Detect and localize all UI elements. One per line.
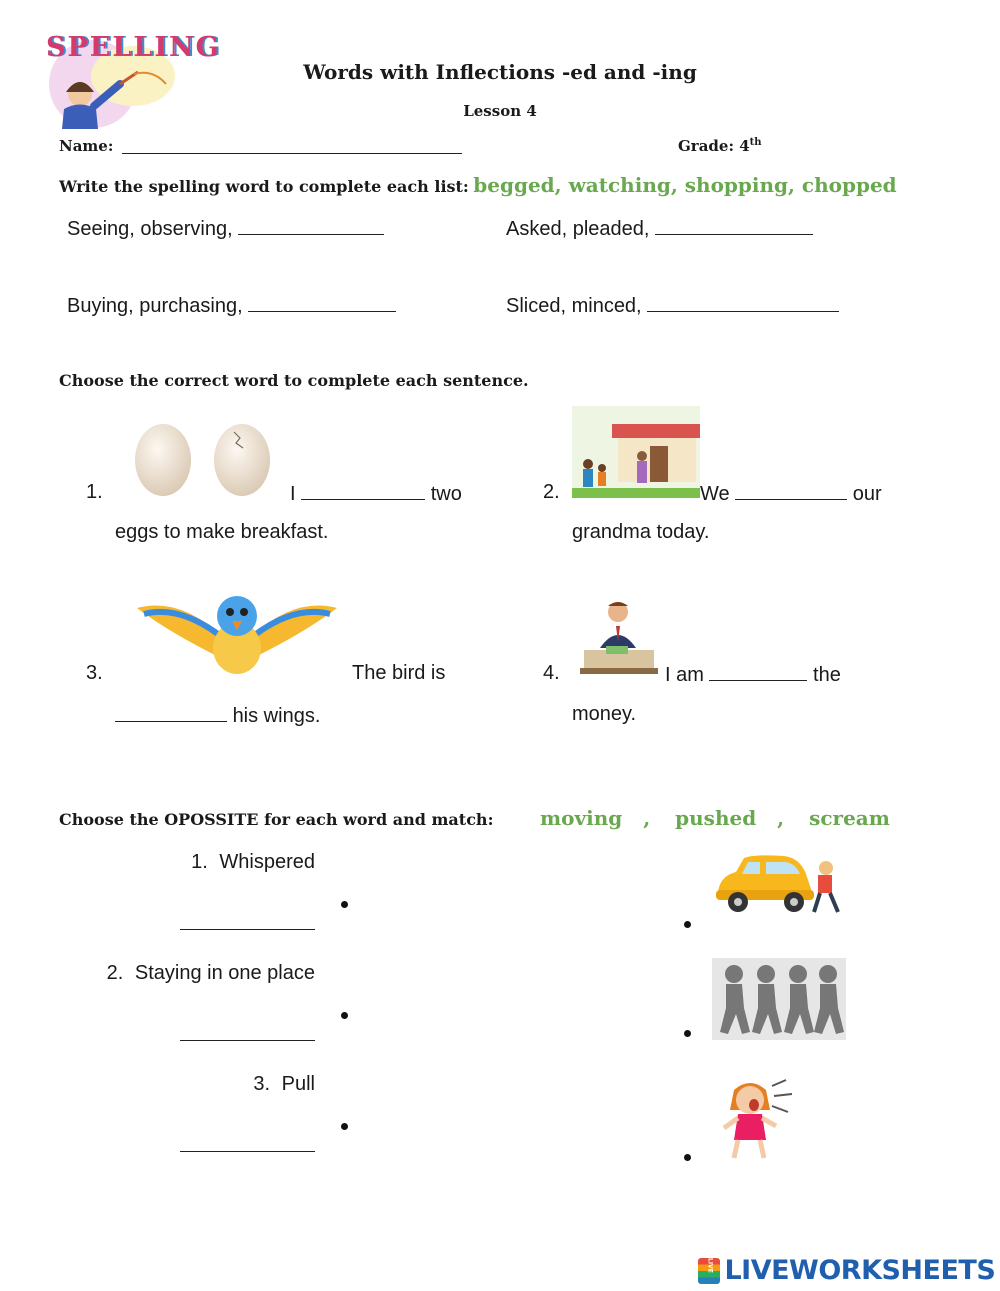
match-blank-3[interactable]	[180, 1151, 315, 1152]
q3-pre: The bird is	[352, 662, 446, 684]
match-dot-left-3[interactable]	[341, 1123, 348, 1130]
q1-line2: eggs to make breakfast.	[115, 521, 329, 543]
q1-line1	[290, 481, 462, 506]
list-item-1	[67, 216, 384, 241]
match-dot-left-1[interactable]	[341, 901, 348, 908]
match-item-3	[253, 1073, 315, 1096]
q2-blank[interactable]	[735, 481, 847, 500]
q3-blank[interactable]	[115, 703, 227, 722]
grade-suffix: th	[749, 137, 762, 148]
section1-heading	[59, 173, 897, 197]
lesson-label: Lesson 4	[463, 102, 537, 120]
brand-name: LIVEWORKSHEETS	[724, 1255, 996, 1286]
list-item-text: Asked, pleaded,	[506, 218, 650, 240]
q4-line2: money.	[572, 703, 637, 725]
q3-line2-text: his wings.	[232, 705, 321, 727]
word-bank-pushed: pushed	[675, 806, 757, 830]
answer-blank[interactable]	[655, 216, 813, 235]
screaming-girl-image	[714, 1076, 800, 1162]
match-number: 1.	[191, 851, 208, 873]
match-dot-right-1[interactable]	[684, 921, 691, 928]
match-item-1	[191, 851, 315, 874]
section3-instruction: Choose the OPOSSITE for each word and match:	[59, 810, 494, 829]
section1-word-bank: begged, watching, shopping, chopped	[473, 173, 897, 197]
live-badge	[698, 1258, 720, 1284]
answer-blank[interactable]	[248, 293, 396, 312]
match-number: 3.	[253, 1073, 271, 1095]
counting-money-image	[580, 598, 658, 676]
q2-pre: We	[700, 483, 730, 505]
name-field[interactable]	[122, 153, 462, 154]
list-item-3	[67, 293, 396, 318]
bird-image	[122, 586, 352, 682]
match-label: Whispered	[219, 851, 315, 873]
word-bank-scream: scream	[809, 806, 890, 830]
page-title: Words with Inflections -ed and -ing	[303, 60, 697, 84]
answer-blank[interactable]	[647, 293, 839, 312]
grade-text: Grade: 4	[678, 137, 750, 155]
walking-people-image	[712, 958, 846, 1040]
q3-number: 3.	[86, 662, 103, 684]
q2-line1	[700, 481, 882, 506]
word-bank-separator: ,	[643, 806, 651, 830]
list-item-4	[506, 293, 839, 318]
word-bank-separator: ,	[777, 806, 785, 830]
list-item-text: Sliced, minced,	[506, 295, 642, 317]
list-item-text: Buying, purchasing,	[67, 295, 243, 317]
q2-line2: grandma today.	[572, 521, 710, 543]
match-blank-2[interactable]	[180, 1040, 315, 1041]
grade-label	[678, 137, 762, 155]
match-label: Pull	[281, 1073, 315, 1095]
pushing-car-image	[714, 852, 846, 920]
q4-pre: I am	[665, 664, 704, 686]
logo-text: SPELLING	[46, 32, 221, 63]
eggs-image	[130, 410, 280, 500]
q3-line2	[115, 703, 320, 728]
section1-instruction: Write the spelling word to complete each list:	[59, 177, 469, 196]
word-bank-moving: moving	[540, 806, 623, 830]
match-dot-right-2[interactable]	[684, 1030, 691, 1037]
q1-blank[interactable]	[301, 481, 425, 500]
list-item-text: Seeing, observing,	[67, 218, 233, 240]
q4-post: the	[813, 664, 841, 686]
match-item-2	[107, 962, 315, 985]
grandma-house-image	[572, 406, 700, 498]
q2-post: our	[852, 483, 882, 505]
q4-blank[interactable]	[709, 662, 807, 681]
live-badge-text: LIVE	[706, 1257, 714, 1273]
section2-instruction: Choose the correct word to complete each sentence.	[59, 371, 529, 390]
match-dot-left-2[interactable]	[341, 1012, 348, 1019]
list-item-2	[506, 216, 813, 241]
match-dot-right-3[interactable]	[684, 1154, 691, 1161]
match-label: Staying in one place	[134, 962, 315, 984]
q1-pre: I	[290, 483, 296, 505]
q2-number: 2.	[543, 481, 560, 503]
match-number: 2.	[106, 962, 124, 984]
match-blank-1[interactable]	[180, 929, 315, 930]
q1-number: 1.	[86, 481, 103, 503]
liveworksheets-logo	[698, 1255, 995, 1287]
q1-post: two	[430, 483, 462, 505]
name-label: Name:	[59, 137, 114, 155]
q4-number: 4.	[543, 662, 560, 684]
q4-line1	[665, 662, 841, 687]
answer-blank[interactable]	[238, 216, 384, 235]
section3-word-bank	[540, 806, 890, 830]
